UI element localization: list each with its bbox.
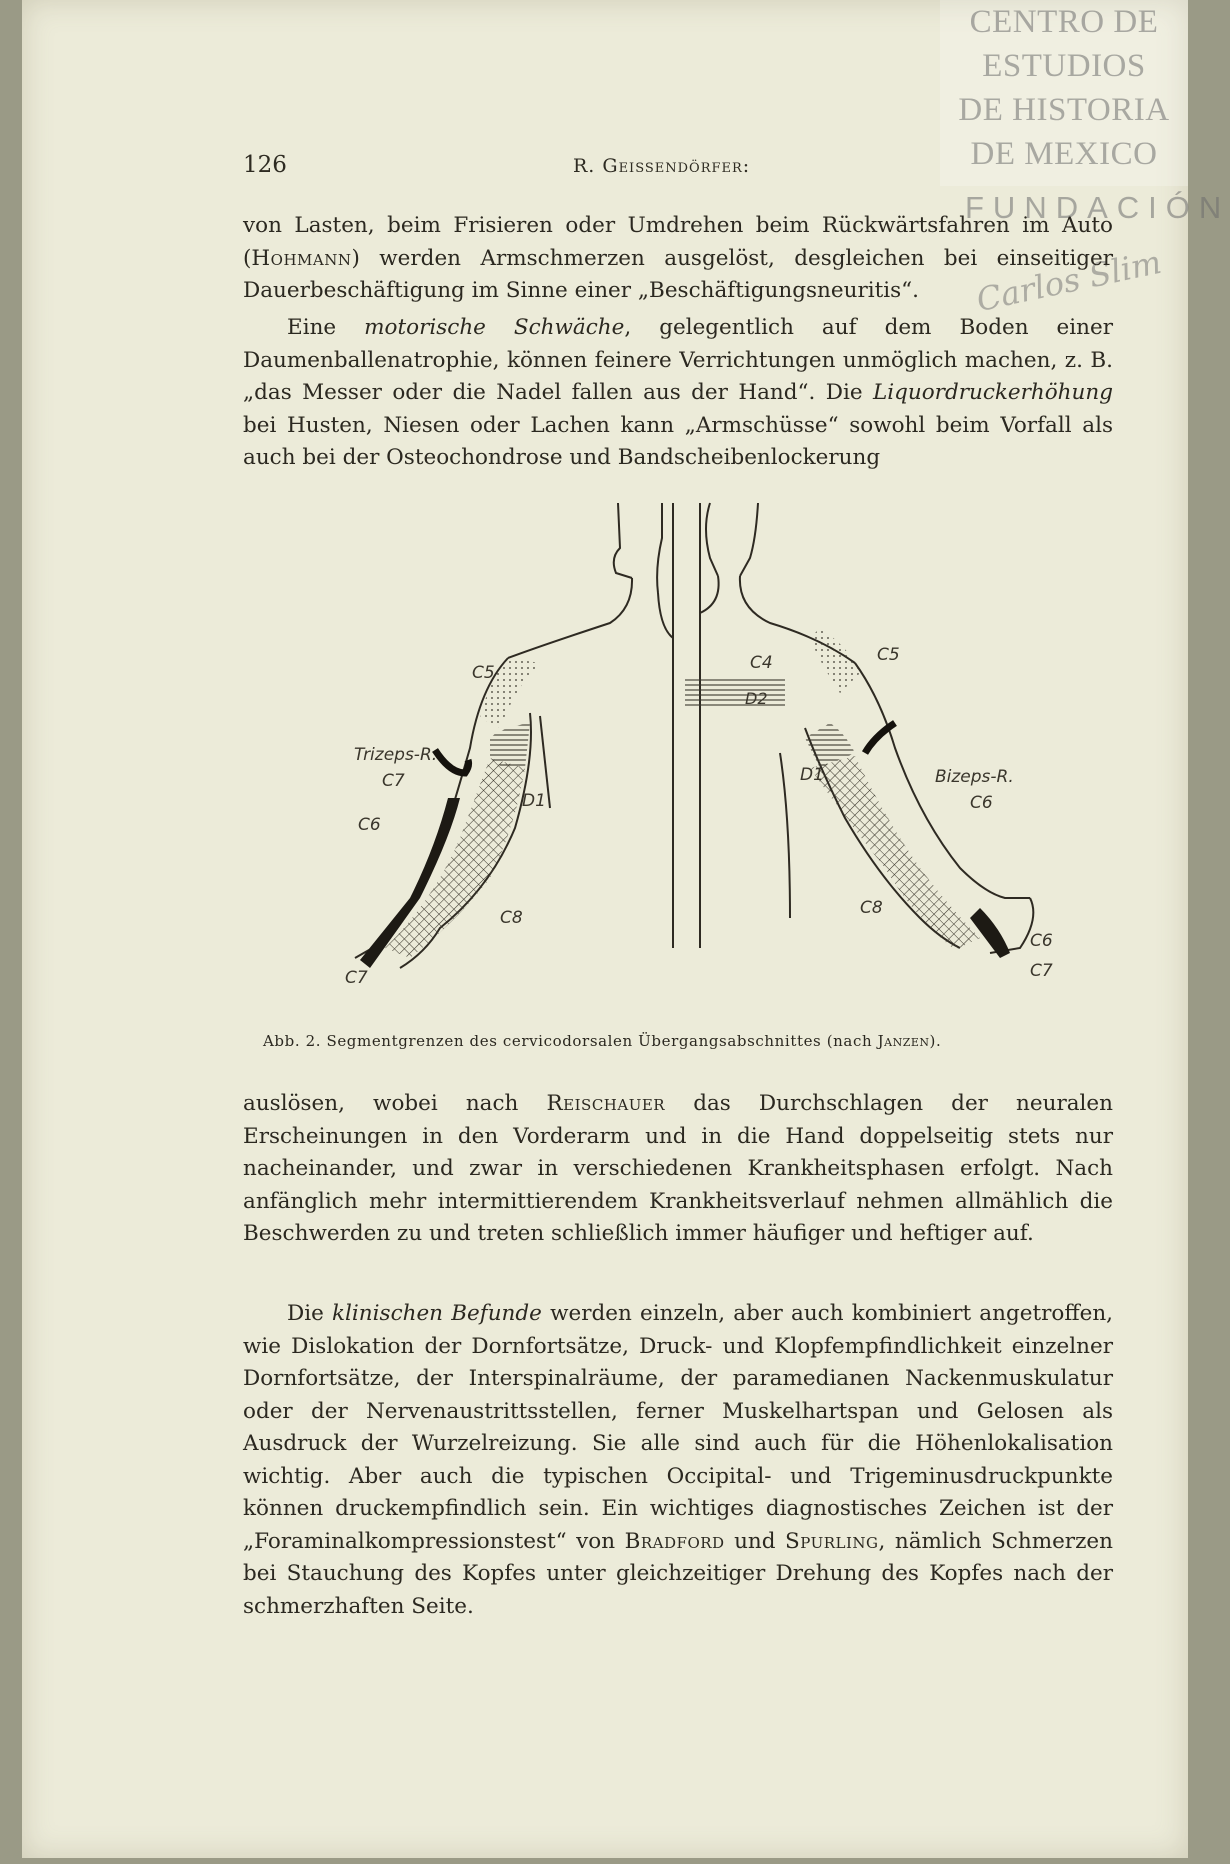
stamp-fundacion: FUNDACIÓN xyxy=(965,190,1230,225)
text-run: Eine xyxy=(287,315,365,340)
text-run: werden einzeln, aber auch kombiniert angetroffen, wie Dislokation der Dornfortsätze, Druck- und Klopfempfindlichkeit einzelner Dornfortsätze, der Interspinalräume, der paramedianen Nackenmuskulatur oder der Nervenaustrittsstellen, ferner Muskelhartspan und Gelosen als Ausdruck der Wurzelreizung. Sie alle sind auch für die Höhenlokalisation wichtig. Aber auch die typischen Occipital- und Trigeminusdruckpunkte können druckempfindlich sein. Ein wichtiges diagnostisches Zeichen ist der „Foraminalkompressionstest“ von xyxy=(243,1301,1114,1554)
label-c8-left: C8 xyxy=(500,908,523,928)
zone-c7-front xyxy=(970,908,1010,958)
label-c6-bizeps: C6 xyxy=(970,793,993,813)
label-bizeps: Bizeps-R. xyxy=(935,767,1014,787)
label-c5-left: C5 xyxy=(472,663,495,683)
author-name: Hohmann xyxy=(251,245,352,271)
text-run: Die xyxy=(287,1301,333,1326)
zone-d2-front xyxy=(685,678,785,708)
author-name: Bradford xyxy=(624,1528,725,1554)
text-run: ). xyxy=(929,1032,942,1050)
dermatome-illustration xyxy=(340,498,1080,1034)
text-run: , gelegentlich auf dem Boden einer Daumenballenatrophie, können feinere Verrichtungen unmöglich machen, z. B. „das Messer oder die Nadel fallen aus der Hand“. Die xyxy=(243,315,1114,405)
label-c5-right: C5 xyxy=(877,645,900,665)
label-c8-right: C8 xyxy=(860,898,883,918)
label-c6-hand: C6 xyxy=(1030,931,1053,951)
bizeps-reflex-mark xyxy=(865,723,895,753)
author-name: Spurling xyxy=(785,1528,879,1554)
author-name: Reischauer xyxy=(546,1091,666,1116)
label-c7-trizeps: C7 xyxy=(382,771,405,791)
text-run: von Lasten, beim Frisieren oder Umdrehen beim Rückwärtsfahren im Auto ( xyxy=(243,213,1113,271)
paragraph-1 xyxy=(243,210,1113,308)
running-head: R. Geissendörfer: xyxy=(573,155,751,177)
stamp-line: CENTRO DE xyxy=(969,4,1159,40)
paragraph-2 xyxy=(243,312,1113,475)
text-run: auslösen, wobei nach xyxy=(243,1091,547,1116)
zone-c8-back xyxy=(385,758,525,958)
page-header xyxy=(243,152,1113,182)
label-d2: D2 xyxy=(745,689,768,708)
label-c4: C4 xyxy=(750,653,773,673)
emphasis: klinischen Befunde xyxy=(332,1301,542,1326)
stamp-line: DE MEXICO xyxy=(970,136,1158,172)
trizeps-reflex-mark xyxy=(435,750,469,773)
author-name: Janzen xyxy=(877,1032,930,1050)
emphasis: Liquordruckerhöhung xyxy=(872,380,1113,405)
paragraph-3 xyxy=(243,1088,1113,1251)
paragraph-4 xyxy=(243,1298,1113,1623)
label-d1-right: D1 xyxy=(800,765,824,785)
label-c7-right-hand: C7 xyxy=(1030,961,1053,981)
stamp-line: DE HISTORIA xyxy=(958,92,1170,128)
text-run: ) werden Armschmerzen ausgelöst, desgleichen bei einseitiger Dauerbeschäftigung im Sinne einer „Beschäftigungsneuritis“. xyxy=(243,245,1113,303)
label-c7-hand: C7 xyxy=(345,968,368,988)
text-run: , nämlich Schmerzen bei Stauchung des Kopfes unter gleichzeitiger Drehung des Kopfes nach der schmerzhaften Seite. xyxy=(243,1528,1113,1619)
stamp-signature: Carlos Slim xyxy=(973,242,1165,320)
text-run: Abb. 2. Segmentgrenzen des cervicodorsalen Übergangsabschnittes (nach xyxy=(263,1032,878,1050)
figure-segment-diagram xyxy=(340,498,1080,1034)
figure-caption xyxy=(263,1032,1103,1050)
text-run: das Durchschlagen der neuralen Erscheinungen in den Vorderarm und in die Hand doppelseitig stets nur nacheinander, und zwar in verschiedenen Krankheitsphasen erfolgt. Nach anfänglich mehr intermittierendem Krankheitsverlauf nehmen allmählich die Beschwerden zu und treten schließlich immer häufiger und heftiger auf. xyxy=(243,1091,1113,1246)
text-run: bei Husten, Niesen oder Lachen kann „Armschüsse“ sowohl beim Vorfall als auch bei der Osteochondrose und Bandscheibenlockerung xyxy=(243,412,1113,470)
zone-c5-front xyxy=(810,628,860,693)
emphasis: motorische Schwäche xyxy=(364,315,625,340)
label-d1-left: D1 xyxy=(522,791,546,811)
text-run: und xyxy=(724,1528,786,1554)
stamp-line: ESTUDIOS xyxy=(982,48,1146,84)
label-c6-left: C6 xyxy=(358,815,381,835)
back-head-outline xyxy=(614,503,632,578)
label-trizeps: Trizeps-R. xyxy=(354,745,438,765)
front-head-outline xyxy=(706,503,718,576)
page-number: 126 xyxy=(243,152,287,178)
